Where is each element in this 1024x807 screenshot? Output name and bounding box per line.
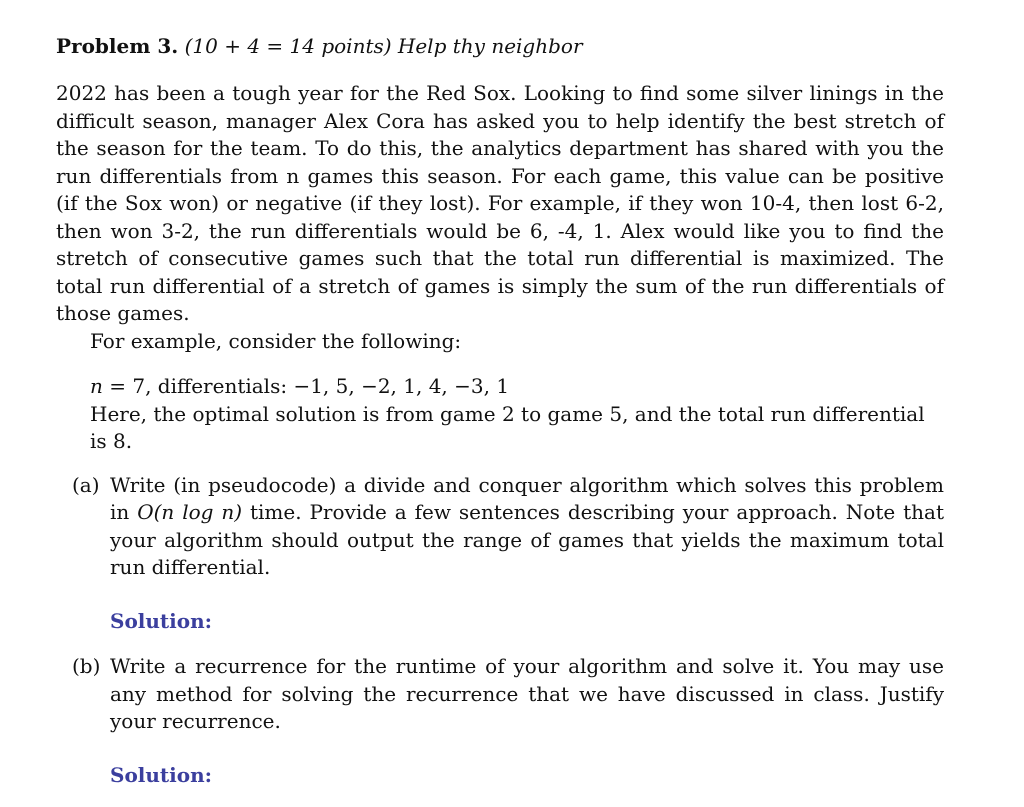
- part-a-text-after: time. Provide a few sentences describing your approach. Note that your algorithm should output the range of games that yields the maximum total run differential.: [110, 500, 945, 579]
- problem-label: Problem 3.: [56, 34, 179, 58]
- part-b-text: [110, 653, 944, 736]
- part-a-math: O(n log n): [137, 500, 243, 524]
- part-a: [56, 472, 944, 636]
- example-values: [90, 373, 944, 401]
- problem-parts: [56, 472, 944, 790]
- example-lead: For example, consider the following:: [90, 328, 462, 353]
- example-explanation: Here, the optimal solution is from game 2 to game 5, and the total run differential is 8.: [90, 401, 925, 453]
- part-b: [56, 653, 944, 789]
- example-n-symbol: n: [90, 374, 103, 398]
- problem-header: [56, 32, 944, 60]
- problem-points-title: (10 + 4 = 14 points) Help thy neighbor: [184, 34, 583, 58]
- part-a-text: [110, 472, 944, 582]
- part-a-label: (a): [72, 472, 100, 497]
- example-block: [90, 373, 944, 456]
- part-b-label: (b): [72, 654, 101, 678]
- problem-intro: 2022 has been a tough year for the Red Sox. Looking to find some silver linings in the difficult season, manager Alex Cora has asked you to help identify the best stretch of the season for the team. To do this, the analytics department has shared with you the run differentials from n games this season. For each game, this value can be positive (if the Sox won) or negative (if they lost). For example, if they won 10-4, then lost 6-2, then won 3-2, the run differentials would be 6, -4, 1. Alex would like you to find the stretch of consecutive games such that the total run differential is maximized. The total run differential of a stretch of games is simply the sum of the run differentials of those games.: [56, 81, 944, 325]
- part-b-text-before: Write a recurrence for the runtime of your algorithm and solve it. You may use any method for solving the recurrence that we have discussed in class. Justify your recurrence.: [110, 654, 944, 733]
- problem-page: [56, 32, 944, 807]
- example-n-value: = 7, differentials: −1, 5, −2, 1, 4, −3, 1: [102, 374, 510, 398]
- part-b-solution-label: Solution:: [110, 762, 213, 787]
- part-a-text-before: Write (in pseudocode) a divide and conquer algorithm which solves this problem in: [110, 472, 944, 524]
- part-a-solution-label: Solution:: [110, 608, 213, 633]
